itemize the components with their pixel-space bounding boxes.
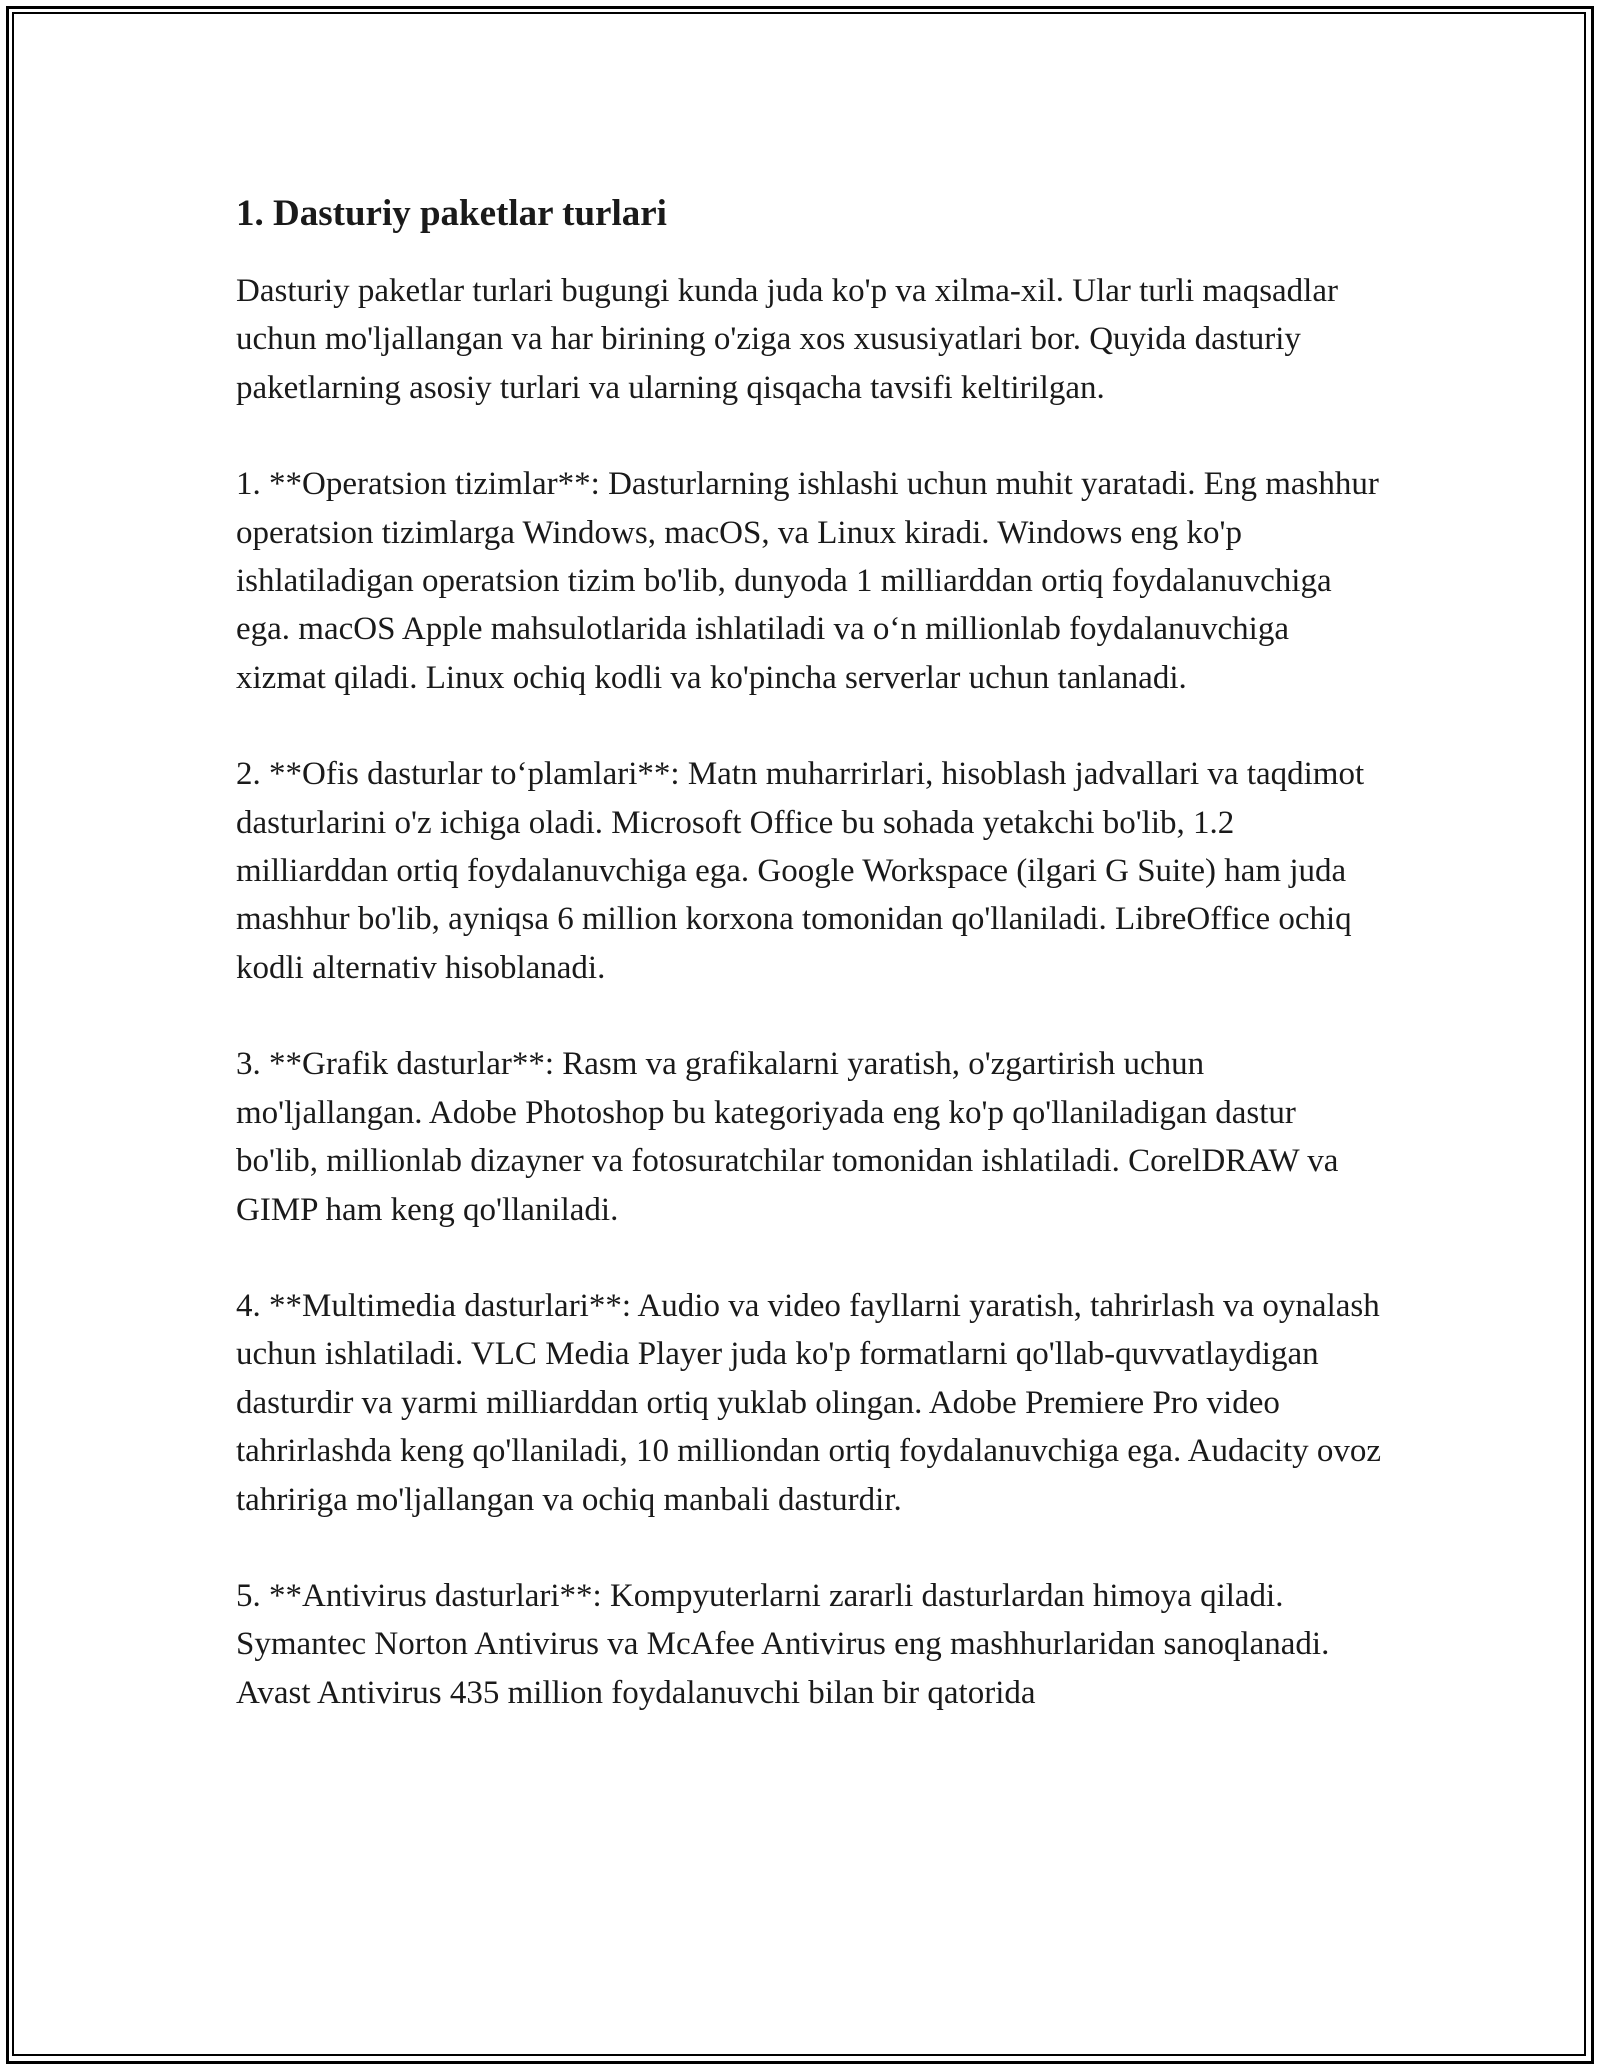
- paragraph-office-suites: 2. **Ofis dasturlar to‘plamlari**: Matn muharrirlari, hisoblash jadvallari va taqdimot dasturlarini o'z ichiga oladi. Microsoft Office bu sohada yetakchi bo'lib, 1.2 milliarddan ortiq foydalanuvchiga ega. Google Workspace (ilgari G Suite) ham juda mashhur bo'lib, ayniqsa 6 million korxona tomonidan qo'llaniladi. LibreOffice ochiq kodli alternativ hisoblanadi.: [236, 756, 1365, 986]
- intro-paragraph: Dasturiy paketlar turlari bugungi kunda juda ko'p va xilma-xil. Ular turli maqsadlar uchun mo'ljallangan va har birining o'ziga xos xususiyatlari bor. Quyida dasturiy paketlarning asosiy turlari va ularning qisqacha tavsifi keltirilgan.: [236, 273, 1338, 406]
- document-body: [236, 186, 1386, 1765]
- paragraph-graphics-software: 3. **Grafik dasturlar**: Rasm va grafikalarni yaratish, o'zgartirish uchun mo'ljallangan. Adobe Photoshop bu kategoriyada eng ko'p qo'llaniladigan dastur bo'lib, millionlab dizayner va fotosuratchilar tomonidan ishlatiladi. CorelDRAW va GIMP ham keng qo'llaniladi.: [236, 1046, 1339, 1228]
- paragraph-antivirus-software: 5. **Antivirus dasturlari**: Kompyuterlarni zararli dasturlardan himoya qiladi. Symantec Norton Antivirus va McAfee Antivirus eng mashhurlaridan sanoqlanadi. Avast Antivirus 435 million foydalanuvchi bilan bir qatorida: [236, 1577, 1330, 1711]
- paragraph-multimedia-software: 4. **Multimedia dasturlari**: Audio va video fayllarni yaratish, tahrirlash va oynalash uchun ishlatiladi. VLC Media Player juda ko'p formatlarni qo'llab-quvvatlaydigan dasturdir va yarmi milliarddan ortiq yuklab olingan. Adobe Premiere Pro video tahrirlashda keng qo'llaniladi, 10 milliondan ortiq foydalanuvchiga ega. Audacity ovoz tahririga mo'ljallangan va ochiq manbali dasturdir.: [236, 1287, 1382, 1518]
- section-heading: 1. Dasturiy paketlar turlari: [236, 193, 667, 234]
- paragraph-operating-systems: 1. **Operatsion tizimlar**: Dasturlarning ishlashi uchun muhit yaratadi. Eng mashhur operatsion tizimlarga Windows, macOS, va Linux kiradi. Windows eng ko'p ishlatiladigan operatsion tizim bo'lib, dunyoda 1 milliarddan ortiq foydalanuvchiga ega. macOS Apple mahsulotlarida ishlatiladi va o‘n millionlab foydalanuvchiga xizmat qiladi. Linux ochiq kodli va ko'pincha serverlar uchun tanlanadi.: [236, 466, 1379, 696]
